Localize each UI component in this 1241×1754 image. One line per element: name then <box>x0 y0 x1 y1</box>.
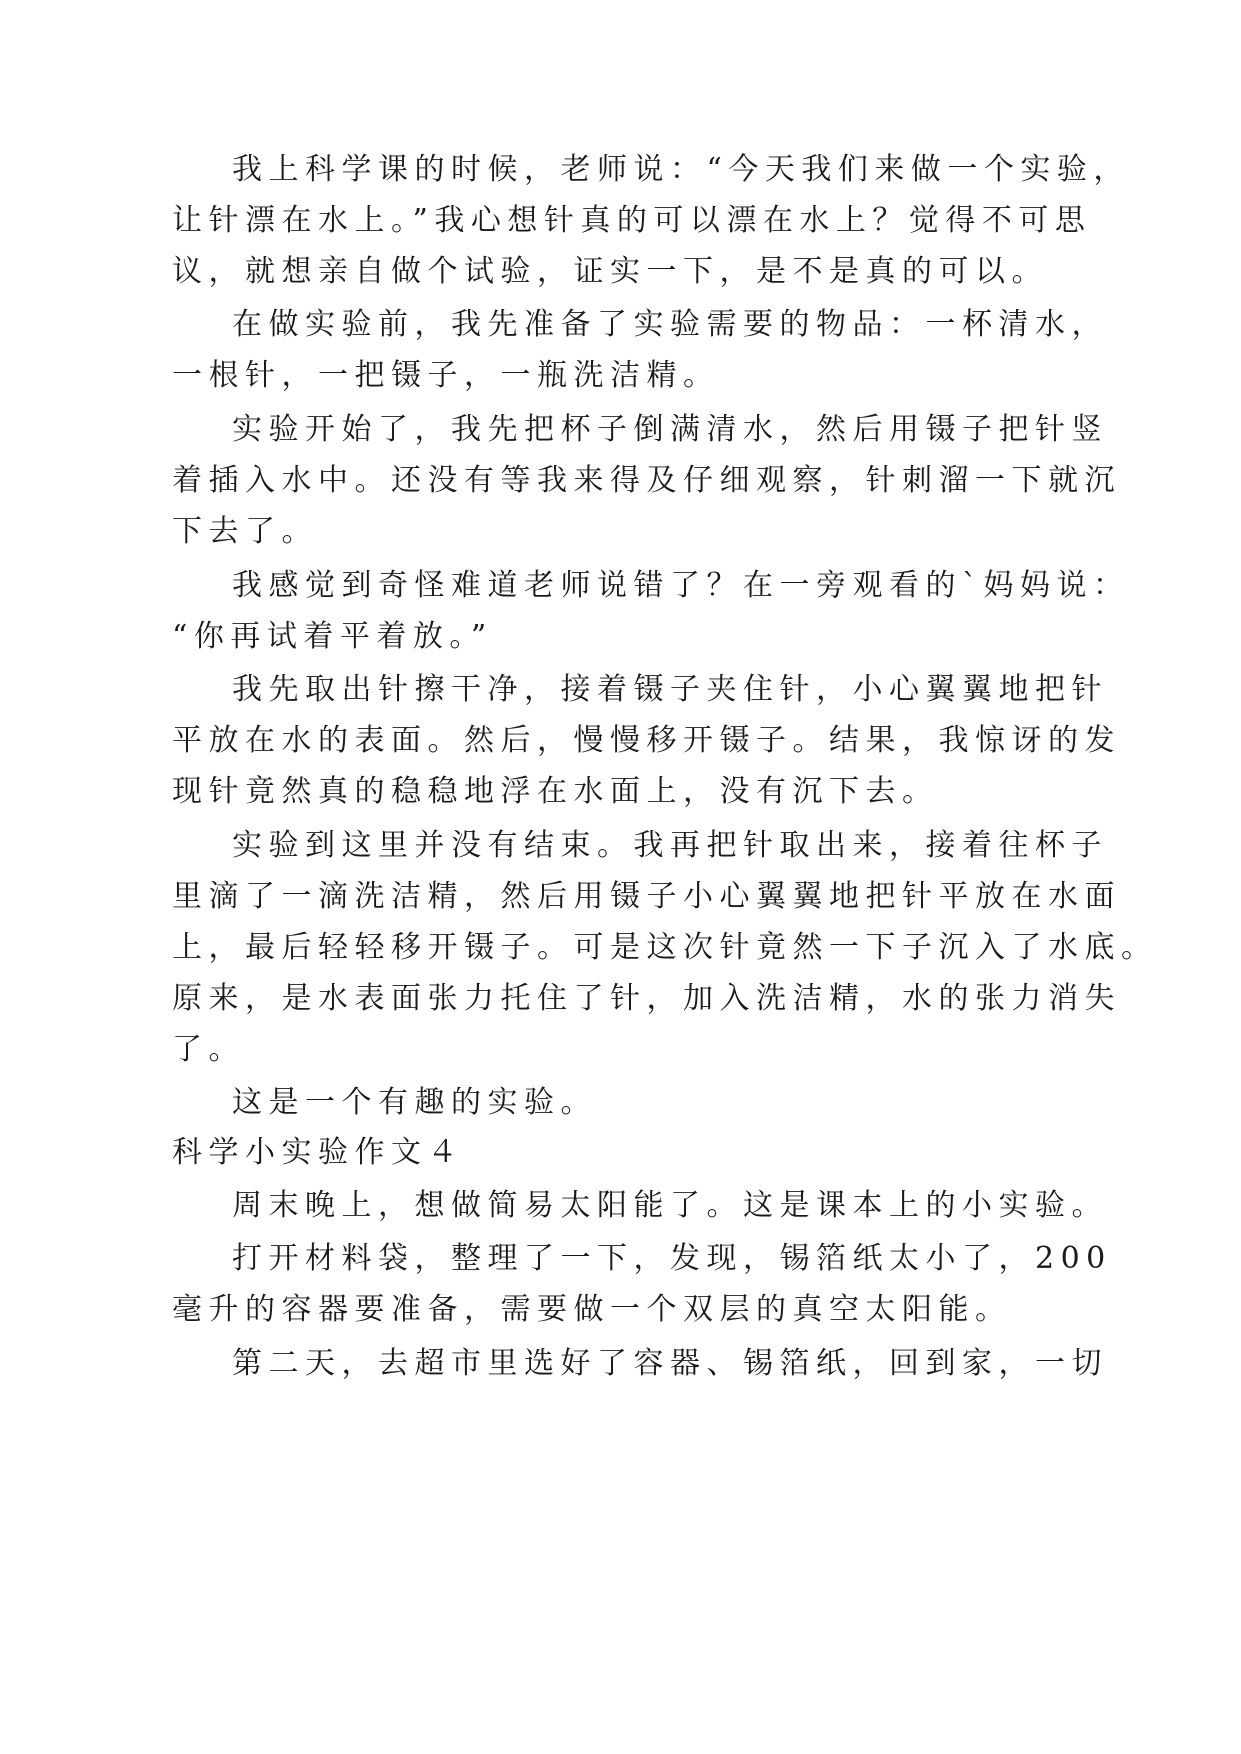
text-line: 上，最后轻轻移开镊子。可是这次针竟然一下子沉入了水底。 <box>172 930 1158 965</box>
text-line: 我先取出针擦干净，接着镊子夹住针，小心翼翼地把针 <box>232 672 1108 707</box>
text-line: 第二天，去超市里选好了容器、锡箔纸，回到家，一切 <box>232 1346 1108 1381</box>
text-line: 一根针，一把镊子，一瓶洗洁精。 <box>172 358 720 393</box>
text-line: 议，就想亲自做个试验，证实一下，是不是真的可以。 <box>172 254 1048 289</box>
section-heading: 科学小实验作文４ <box>172 1135 464 1170</box>
text-line: 毫升的容器要准备，需要做一个双层的真空太阳能。 <box>172 1292 1012 1327</box>
text-line: 周末晚上，想做简易太阳能了。这是课本上的小实验。 <box>232 1188 1108 1223</box>
text-line: 平放在水的表面。然后，慢慢移开镊子。结果，我惊讶的发 <box>172 723 1121 758</box>
text-line: 在做实验前，我先准备了实验需要的物品：一杯清水， <box>232 307 1108 342</box>
text-line: 着插入水中。还没有等我来得及仔细观察，针刺溜一下就沉 <box>172 463 1121 498</box>
text-line: “你再试着平着放。” <box>172 619 493 654</box>
text-line: 了。 <box>172 1032 245 1067</box>
text-line: 现针竟然真的稳稳地浮在水面上，没有沉下去。 <box>172 774 939 809</box>
text-line: 让针漂在水上。”我心想针真的可以漂在水上？觉得不可思 <box>172 203 1092 238</box>
text-line: 我感觉到奇怪难道老师说错了？在一旁观看的`妈妈说： <box>232 568 1130 603</box>
text-line: 实验到这里并没有结束。我再把针取出来，接着往杯子 <box>232 828 1108 863</box>
text-line: 下去了。 <box>172 514 318 549</box>
text-line: 原来，是水表面张力托住了针，加入洗洁精，水的张力消失 <box>172 981 1121 1016</box>
text-line: 打开材料袋，整理了一下，发现，锡箔纸太小了，200 <box>232 1241 1112 1276</box>
text-line: 实验开始了，我先把杯子倒满清水，然后用镊子把针竖 <box>232 412 1108 447</box>
text-line: 我上科学课的时候，老师说：“今天我们来做一个实验， <box>232 152 1130 187</box>
text-line: 里滴了一滴洗洁精，然后用镊子小心翼翼地把针平放在水面 <box>172 879 1121 914</box>
text-line: 这是一个有趣的实验。 <box>232 1085 597 1120</box>
